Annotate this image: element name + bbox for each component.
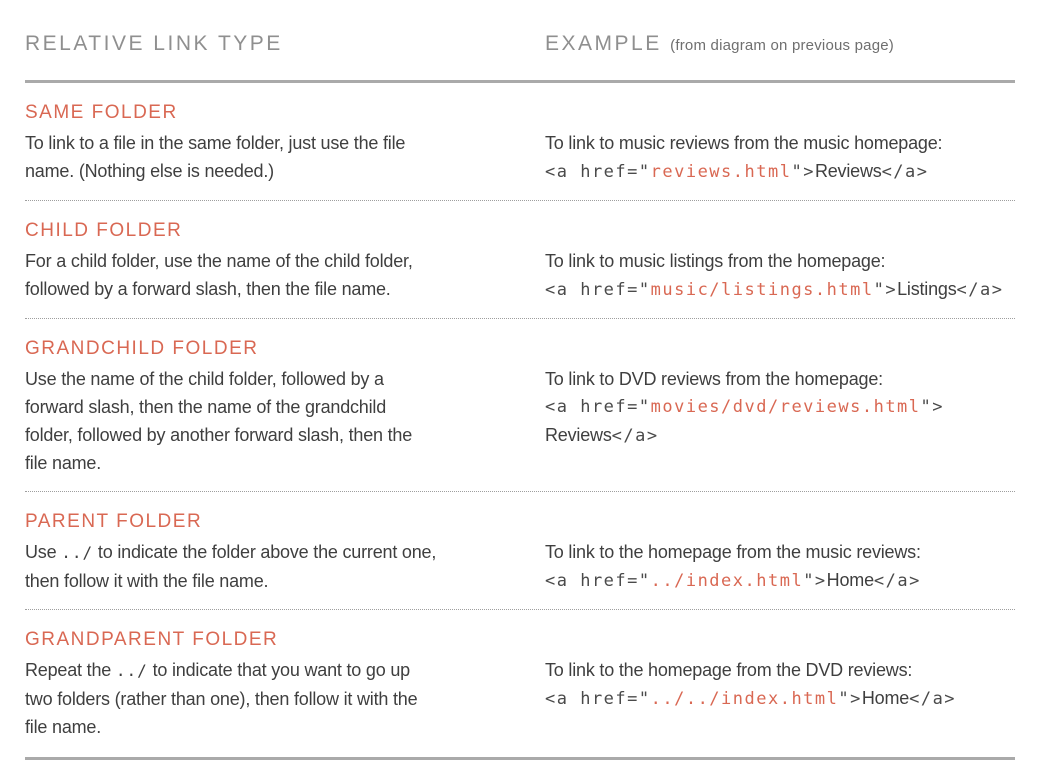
table-header [25,32,1015,56]
text-segment: Use [25,542,62,562]
row-description [25,656,500,741]
text-segment: Use the name of the child folder, followed by a [25,369,384,389]
text-segment: For a child folder, use the name of the child folder, [25,251,413,271]
link-type-row [25,83,1015,200]
text-line [545,275,1015,304]
column-header-example: EXAMPLE [545,32,662,55]
row-title: GRANDCHILD FOLDER [25,338,259,359]
code-tag-segment: "> [791,162,815,182]
link-type-cell [25,219,545,304]
text-segment: Repeat the [25,660,116,680]
code-tag-segment: </a> [956,280,1004,300]
row-title: CHILD FOLDER [25,220,183,241]
code-tag-segment: <a href=" [545,397,651,417]
text-line [25,656,500,685]
text-line [25,538,500,567]
text-segment: followed by a forward slash, then the file name. [25,279,391,299]
text-line [25,129,500,157]
text-line [25,567,500,595]
text-line [25,365,500,393]
example-intro [545,247,1015,275]
example-intro [545,538,1015,566]
footer-rule [25,757,1015,760]
code-tag-segment: "> [920,397,945,417]
text-line [545,421,1015,450]
row-description [25,365,500,477]
example-cell [545,337,1015,477]
example-intro [545,365,1015,393]
row-description [25,538,500,595]
row-title: PARENT FOLDER [25,511,203,532]
code-anchor-text: Reviews [545,425,612,445]
text-segment: two folders (rather than one), then follow it with the [25,689,418,709]
text-line [545,566,1015,595]
example-code [545,393,1015,450]
row-title: SAME FOLDER [25,102,178,123]
link-type-cell [25,101,545,186]
code-tag-segment: </a> [881,162,929,182]
link-type-row [25,201,1015,318]
code-anchor-text: Home [826,570,874,590]
code-tag-segment: "> [873,280,898,300]
code-tag-segment: <a href=" [545,571,651,591]
text-segment: to indicate the folder above the current one, [93,542,437,562]
code-path-value: reviews.html [650,162,792,182]
row-description [25,129,500,185]
text-line [545,393,1015,421]
link-type-cell [25,510,545,595]
text-line: To link to music reviews from the music homepage: [545,133,943,153]
text-segment: name. (Nothing else is needed.) [25,161,274,181]
text-segment: To link to a file in the same folder, just use the file [25,133,406,153]
example-intro [545,656,1015,684]
text-line: To link to the homepage from the music reviews: [545,542,921,562]
code-anchor-text: Reviews [814,161,882,181]
example-code [545,566,1015,595]
text-line [25,713,500,741]
column-header-example-note: (from diagram on previous page) [670,37,894,54]
example-cell [545,510,1015,595]
text-line [25,421,500,449]
code-anchor-text: Listings [897,279,957,299]
example-code [545,275,1015,304]
text-segment: to indicate that you want to go up [147,660,410,680]
example-code [545,157,1015,186]
code-tag-segment: <a href=" [545,162,651,182]
link-type-row [25,492,1015,609]
example-code [545,684,1015,713]
link-type-cell [25,337,545,477]
text-line: To link to the homepage from the DVD reviews: [545,660,913,680]
code-path-value: movies/dvd/reviews.html [650,397,921,417]
inline-code: ../ [115,661,148,680]
code-tag-segment: <a href=" [545,689,651,709]
code-tag-segment: </a> [873,571,921,591]
text-line [25,247,500,275]
text-line [25,157,500,185]
code-path-value: ../../index.html [650,689,839,709]
link-type-row [25,319,1015,491]
link-type-row [25,610,1015,755]
text-line [25,449,500,477]
code-tag-segment: <a href=" [545,280,651,300]
text-segment: file name. [25,453,102,473]
code-tag-segment: </a> [611,426,659,446]
text-line [25,275,500,303]
example-cell [545,628,1015,741]
text-line [25,393,500,421]
code-path-value: ../index.html [650,571,804,591]
text-segment: forward slash, then the name of the grandchild [25,397,387,417]
inline-code: ../ [61,543,94,562]
text-line [25,685,500,713]
code-tag-segment: "> [838,689,862,709]
text-segment: file name. [25,717,102,737]
code-tag-segment: "> [803,571,827,591]
link-type-rows [25,83,1015,755]
text-segment: folder, followed by another forward slash, then the [25,425,413,445]
code-path-value: music/listings.html [650,280,874,300]
text-segment: then follow it with the file name. [25,571,269,591]
row-title: GRANDPARENT FOLDER [25,629,279,650]
text-line [545,157,1015,186]
example-intro [545,129,1015,157]
text-line: To link to DVD reviews from the homepage: [545,369,883,389]
text-line [545,684,1015,713]
code-tag-segment: </a> [909,689,957,709]
text-line: To link to music listings from the homepage: [545,251,886,271]
column-header-link-type: RELATIVE LINK TYPE [25,32,283,55]
code-anchor-text: Home [861,688,910,708]
row-description [25,247,500,303]
link-type-cell [25,628,545,741]
example-cell [545,101,1015,186]
example-cell [545,219,1015,304]
